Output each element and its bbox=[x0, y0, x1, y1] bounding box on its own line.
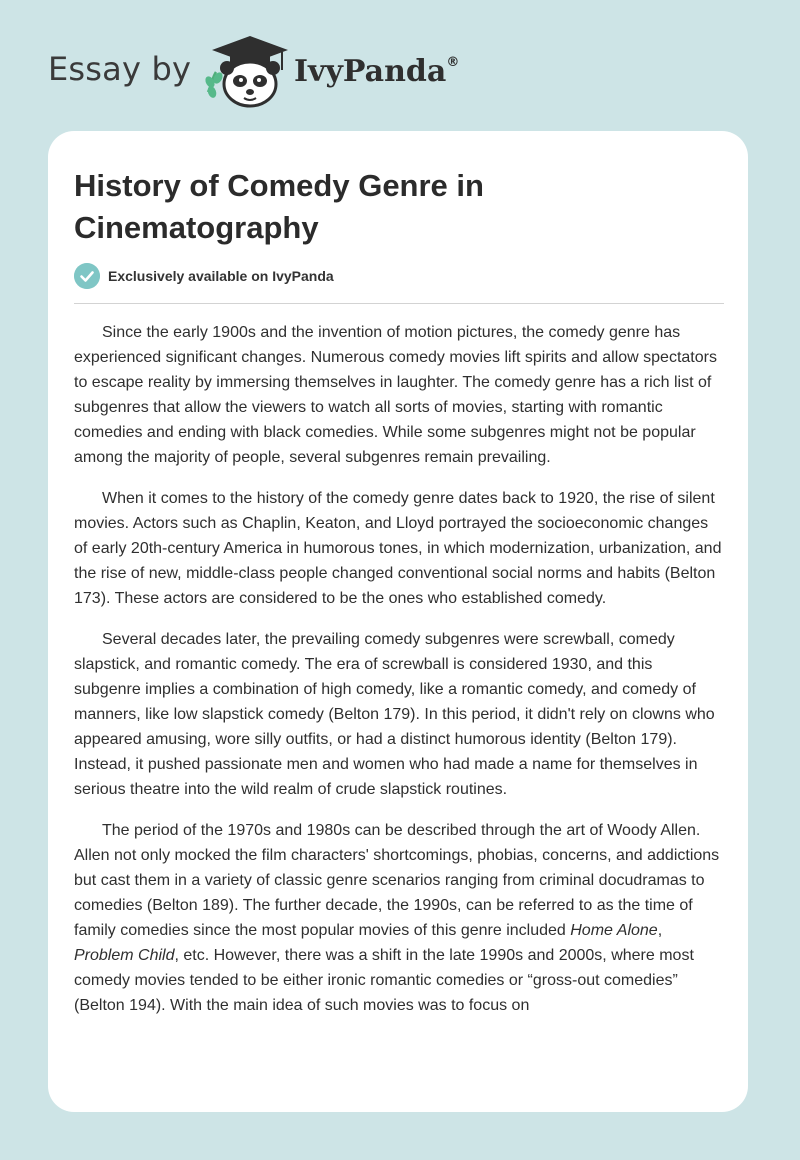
paragraph-text: The period of the 1970s and 1980s can be described through the art of Woody Allen. Allen not only mocked the film characters' shortcomings, phobias, concerns, and addictions but cast them in a variety of classic genre scenarios ranging from criminal docudramas to comedies (Belton 189). The further decade, the 1990s, can be referred to as the time of family comedies since the most popular movies of this genre included bbox=[74, 822, 720, 939]
essay-card bbox=[48, 131, 748, 1112]
paragraph-text: , etc. However, there was a shift in the late 1990s and 2000s, where most comedy movies tended to be either ironic romantic comedies or “gross-out comedies” (Belton 194). With the main idea of such movies was to focus on bbox=[74, 947, 694, 1014]
separator: , bbox=[657, 922, 663, 939]
brand-name[interactable] bbox=[294, 54, 459, 89]
essay-by-label: Essay by bbox=[48, 50, 192, 88]
movie-title: Home Alone bbox=[570, 922, 658, 939]
divider bbox=[74, 303, 724, 304]
essay-body bbox=[74, 320, 722, 1034]
paragraph: When it comes to the history of the comedy genre dates back to 1920, the rise of silent movies. Actors such as Chaplin, Keaton, and Lloyd portrayed the socioeconomic changes of early 20th-century America in humorous tones, in which modernization, urbanization, and the rise of new, middle-class people changed conventional social norms and habits (Belton 173). These actors are considered to be the ones who established comedy. bbox=[74, 490, 722, 607]
paragraph bbox=[74, 818, 722, 1018]
paragraph: Since the early 1900s and the invention of motion pictures, the comedy genre has experienced significant changes. Numerous comedy movies lift spirits and allow spectators to escape reality by immersing themselves in laughter. The comedy genre has a rich list of subgenres that allow the viewers to watch all sorts of movies, starting with romantic comedies and ending with black comedies. While some subgenres might not be popular among the majority of people, several subgenres remain prevailing. bbox=[74, 324, 717, 466]
site-header bbox=[0, 0, 800, 128]
check-circle-icon bbox=[74, 263, 100, 289]
panda-graduation-cap-logo-icon[interactable] bbox=[200, 34, 292, 108]
movie-title: Problem Child bbox=[74, 947, 175, 964]
brand-text: IvyPanda bbox=[294, 54, 447, 89]
page-title: History of Comedy Genre in Cinematography bbox=[74, 168, 484, 245]
paragraph: Several decades later, the prevailing comedy subgenres were screwball, comedy slapstick, and romantic comedy. The era of screwball is considered 1930, and this subgenre implies a combination of high comedy, like a romantic comedy, and comedy of manners, like low slapstick comedy (Belton 179). In this period, it didn't rely on clowns who appeared amusing, wore silly outfits, or had a distinct humorous identity (Belton 179). Instead, it pushed passionate men and women who had made a name for themselves in serious theatre into the wild realm of crude slapstick routines. bbox=[74, 631, 715, 798]
badge-text: Exclusively available on IvyPanda bbox=[108, 268, 334, 284]
registered-mark: ® bbox=[446, 55, 460, 70]
